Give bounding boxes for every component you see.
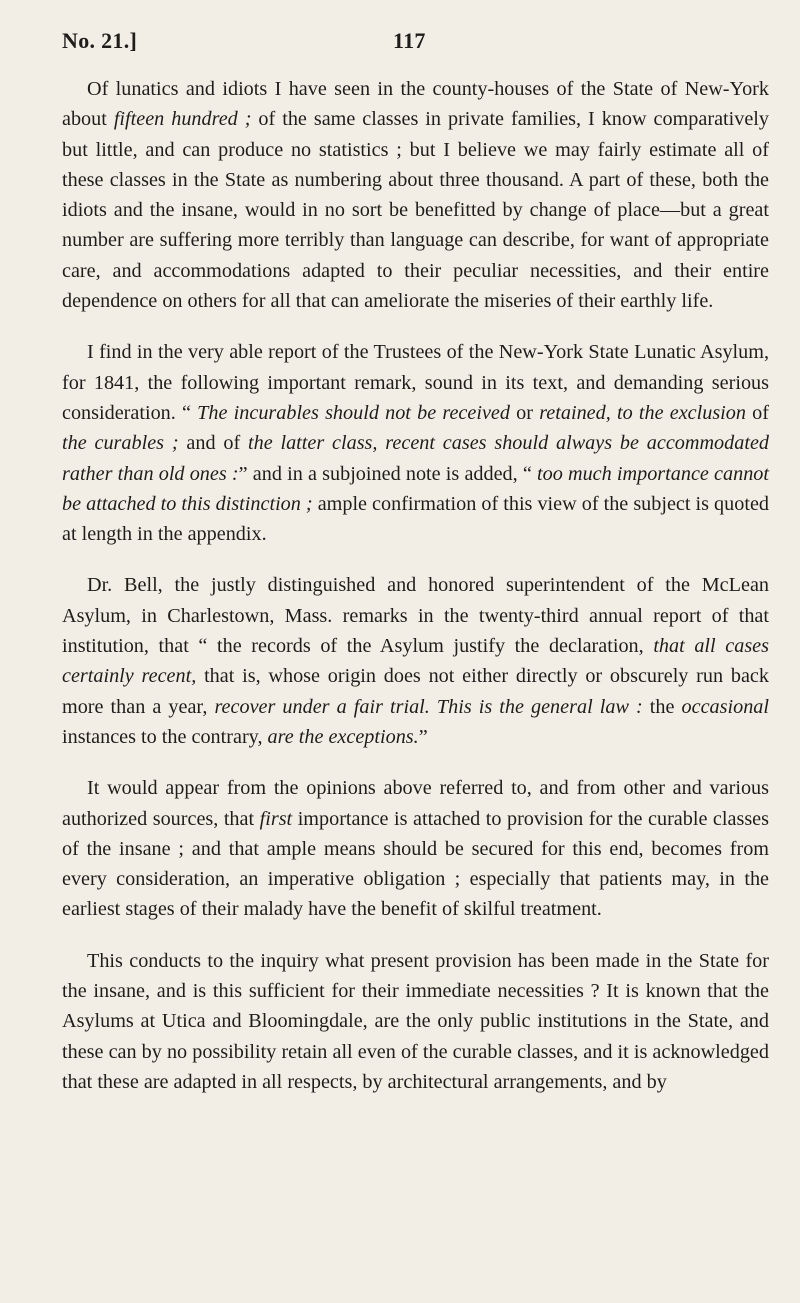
page-number: 117 <box>393 28 426 53</box>
text-run: of the same classes in private families, I know comparatively but little, and can produce no statistics ; but I believe we may fairly estimate all of these classes in the State as numbering about three thousand. A part of these, both the idiots and the insane, would in no sort be benefitted by change of place—but a great number are suffering more terribly than language can describe, for want of appropriate care, and accommodations adapted to their peculiar necessities, and their entire dependence on others for all that can ameliorate the miseries of their earthly life. <box>62 108 769 313</box>
text-run: ample confirmation of this view of the subject is quoted at length in the appendix. <box>62 492 769 546</box>
text-run: and of <box>178 432 248 455</box>
text-run: the <box>642 695 682 718</box>
italic-text-run: retained, to the exclusion <box>539 401 746 424</box>
text-run: Of lunatics and idiots I have seen in the county-houses of the State of New-York about <box>62 78 769 131</box>
paragraph-4 <box>62 773 769 924</box>
text-run: instances to the contrary, <box>62 725 268 748</box>
italic-text-run: fifteen hundred ; <box>113 108 252 131</box>
italic-text-run: that all cases certainly recent, <box>62 635 769 688</box>
text-run: ” and in a subjoined note is added, “ <box>238 462 538 485</box>
italic-text-run: The incurables should not be received <box>197 401 510 424</box>
paragraph-1 <box>62 74 769 316</box>
text-run: This conducts to the inquiry what present provision has been made in the State for the insane, and is this sufficient for their immediate necessities ? It is known that the Asylums at Utica and Bloomingdale, are the only public institutions in the State, and these can by no possibility retain all even of the curable classes, and it is acknowledged that these are adapted in all respects, by architectural arrangements, and by <box>62 949 769 1093</box>
page-header <box>62 28 770 58</box>
text-run: that is, whose origin does not either directly or obscurely run back more than a year, <box>62 665 769 718</box>
text-run: importance is attached to provision for the curable classes of the insane ; and that ample means should be secured for this end, becomes from every consideration, an imperative obligation ; especially that patients may, in the earliest stages of their malady have the benefit of skilful treatment. <box>62 807 769 921</box>
paragraph-2 <box>62 337 769 549</box>
text-run: I find in the very able report of the Trustees of the New-York State Lunatic Asylum, for 1841, the following important remark, sound in its text, and demanding serious consideration. “ <box>62 341 769 424</box>
body-text <box>62 74 769 1097</box>
italic-text-run: recover under a fair trial. This is the general law : <box>214 695 643 718</box>
italic-text-run: too much importance cannot be attached to this distinction ; <box>62 462 770 515</box>
italic-text-run: occasional <box>681 695 769 718</box>
italic-text-run: are the exceptions. <box>267 725 419 748</box>
paragraph-5 <box>62 946 769 1097</box>
italic-text-run: the latter class, recent cases should always be accommodated rather than old ones : <box>62 432 769 485</box>
text-run: of <box>745 401 769 424</box>
text-run: ” <box>418 725 428 748</box>
text-run: or <box>509 401 540 424</box>
text-run: Dr. Bell, the justly distinguished and honored superintendent of the McLean Asylum, in Charlestown, Mass. remarks in the twenty-third annual report of that institution, that “ the records of the Asylum justify the declaration, <box>62 574 769 658</box>
italic-text-run: the curables ; <box>62 432 179 455</box>
document-number: No. 21.] <box>62 28 138 53</box>
paragraph-3 <box>62 570 769 752</box>
text-run: It would appear from the opinions above referred to, and from other and various authorized sources, that <box>62 777 769 830</box>
italic-text-run: first <box>259 807 293 830</box>
